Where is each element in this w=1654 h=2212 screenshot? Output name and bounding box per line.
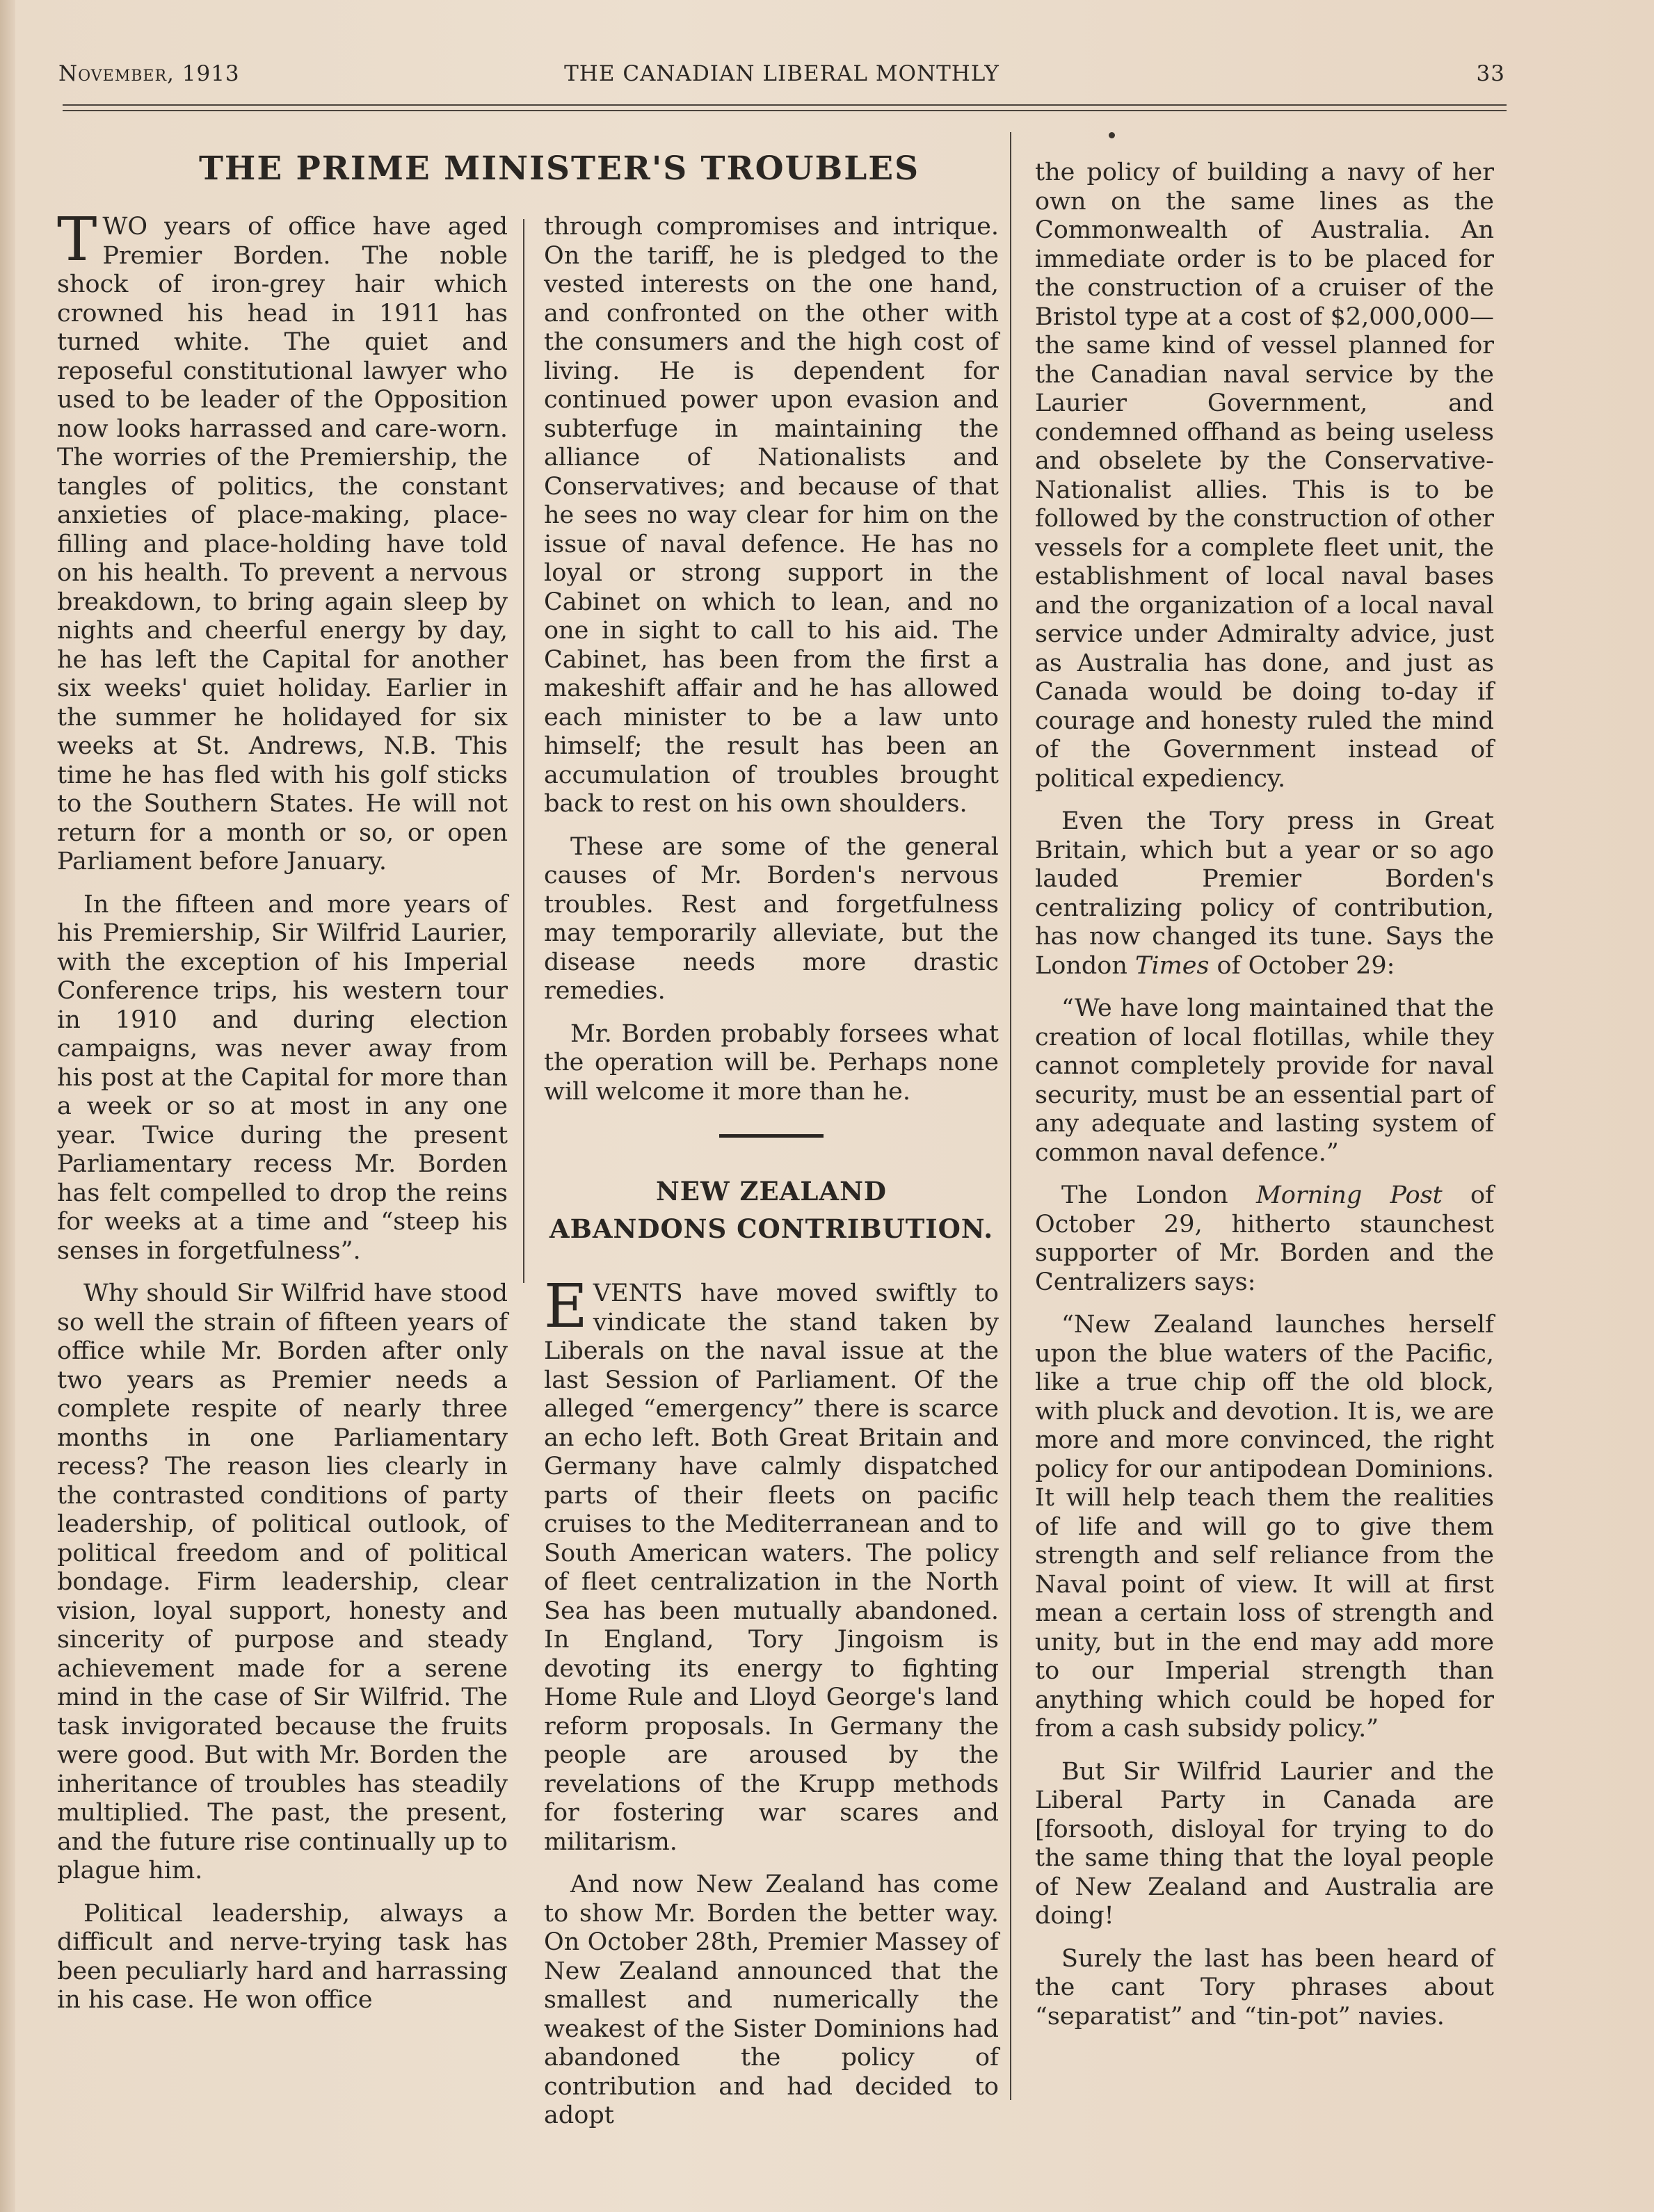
quotation: “We have long maintained that the creation of local flotillas, while they cannot completely provide for naval security, must be an essential part of any adequate and lasting system of common naval defence.” xyxy=(1035,994,1494,1167)
article-paragraph: through compromises and intrique. On the tariff, he is pledged to the vested interests on the one hand, and confronted on the other with the consumers and the high cost of living. He is dependent for continued power upon evasion and subterfuge in maintaining the alliance of Nationalists and Conservatives; and because of that he sees no way clear for him on the issue of naval defence. He has no loyal or strong support in the Cabinet on which to lean, and no one in sight to call to his aid. The Cabinet, has been from the first a makeshift affair and he has allowed each minister to be a law unto himself; the result has been an accumulation of troubles brought back to rest on his own shoulders. xyxy=(544,213,999,818)
article-paragraph: The London Morning Post of October 29, hitherto staunchest supporter of Mr. Borden and the Centralizers says: xyxy=(1035,1181,1494,1296)
article-paragraph: These are some of the general causes of Mr. Borden's nervous troubles. Rest and forgetfulness may temporarily alleviate, but the disease needs more drastic remedies. xyxy=(544,832,999,1005)
header-rule xyxy=(63,104,1507,106)
article-paragraph: TWO years of office have aged Premier Borden. The noble shock of iron-grey hair which crowned his head in 1911 has turned white. The quiet and reposeful constitutional lawyer who used to be leader of the Opposition now looks harrassed and care-worn. The worries of the Premiership, the tangles of politics, the constant anxieties of place-making, place-filling and place-holding have told on his health. To prevent a nervous breakdown, to bring again sleep by nights and cheerful energy by day, he has left the Capital for another six weeks' quiet holiday. Earlier in the summer he holidayed for six weeks at St. Andrews, N.B. This time he has fled with his golf sticks to the Southern States. He will not return for a month or so, or open Parliament before January. xyxy=(57,205,508,875)
issue-date: November, 1913 xyxy=(58,61,240,86)
article-paragraph: the policy of building a navy of her own on the same lines as the Commonwealth of Australia. An immediate order is to be placed for the construction of a cruiser of the Bristol type at a cost of $2,000,000—the same kind of vessel planned for the Canadian naval service by the Laurier Government, and condemned offhand as being useless and obselete by the Conservative-Nationalist allies. This is to be followed by the construction of other vessels for a complete fleet unit, the establishment of local naval bases and the organization of a local naval service under Admiralty advice, just as Australia has done, and just as Canada would be doing to-day if courage and honesty ruled the mind of the Government instead of political expediency. xyxy=(1035,159,1494,793)
running-head xyxy=(58,61,1505,96)
article-paragraph: Why should Sir Wilfrid have stood so well the strain of fifteen years of office while Mr. Borden after only two years as Premier needs a complete respite of nearly three months in one Parliamentary recess? The reason lies clearly in the contrasted conditions of party leadership, of political outlook, of political freedom and of political bondage. Firm leadership, clear vision, loyal support, honesty and sincerity of purpose and steady achievement made for a serene mind in the case of Sir Wilfrid. The task invigorated because the fruits were good. But with Mr. Borden the inheritance of troubles has steadily multiplied. The past, the present, and the future rise continually up to plague him. xyxy=(57,1279,508,1884)
article-title: THE PRIME MINISTER'S TROUBLES xyxy=(198,150,920,188)
article-paragraph: But Sir Wilfrid Laurier and the Liberal Party in Canada are [forsooth, disloyal for trying to do the same thing that the loyal people of New Zealand and Australia are doing! xyxy=(1035,1757,1494,1930)
binding-edge xyxy=(0,0,15,2212)
drop-cap: T xyxy=(57,205,97,275)
article-paragraph: Surely the last has been heard of the cant Tory phrases about “separatist” and “tin-pot” navies. xyxy=(1035,1944,1494,2031)
newspaper-name: Morning Post xyxy=(1255,1181,1443,1209)
header-rule-double xyxy=(63,110,1507,111)
article-paragraph: EVENTS have moved swiftly to vindicate the stand taken by Liberals on the naval issue at the last Session of Parliament. Of the alleged “emergency” there is scarce an echo left. Both Great Britain and Germany have calmly dispatched parts of their fleets on pacific cruises to the Mediterranean and to South American waters. The policy of fleet centralization in the North Sea has been mutually abandoned. In England, Tory Jingoism is devoting its energy to fighting Home Rule and Lloyd George's land reform proposals. In Germany the people are aroused by the revelations of the Krupp methods for fostering war scares and militarism. xyxy=(544,1272,999,1856)
column-divider-left xyxy=(523,219,524,1283)
article-paragraph: Mr. Borden probably forsees what the operation will be. Perhaps none will welcome it more than he. xyxy=(544,1019,999,1106)
article-paragraph: And now New Zealand has come to show Mr. Borden the better way. On October 28th, Premier Massey of New Zealand announced that the smallest and numerically the weakest of the Sister Dominions had abandoned the policy of contribution and had decided to adopt xyxy=(544,1871,999,2129)
article-paragraph: In the fifteen and more years of his Premiership, Sir Wilfrid Laurier, with the exception of his Imperial Conference trips, his western tour in 1910 and during election campaigns, was never away from his post at the Capital for more than a week or so at most in any one year. Twice during the present Parliamentary recess Mr. Borden has felt compelled to drop the reins for weeks at a time and “steep his senses in forgetfulness”. xyxy=(57,890,508,1265)
column-divider-right xyxy=(1010,132,1011,2100)
column-bullet xyxy=(1109,132,1115,138)
column-3 xyxy=(1035,159,1494,2045)
section-title: NEW ZEALAND ABANDONS CONTRIBUTION. xyxy=(549,1176,994,1244)
section-divider xyxy=(719,1134,824,1138)
column-1 xyxy=(57,205,508,2029)
newspaper-name: Times xyxy=(1135,951,1210,980)
article-paragraph: Even the Tory press in Great Britain, which but a year or so ago lauded Premier Borden's centralizing policy of contribution, has now changed its tune. Says the London Times of October 29: xyxy=(1035,807,1494,980)
column-2 xyxy=(544,213,999,2145)
article-paragraph: Political leadership, always a difficult and nerve-trying task has been peculiarly hard and harrassing in his case. He won office xyxy=(57,1899,508,2014)
drop-cap: E xyxy=(544,1272,588,1341)
publication-title: THE CANADIAN LIBERAL MONTHLY xyxy=(564,61,999,86)
page-number: 33 xyxy=(1476,61,1505,86)
quotation: “New Zealand launches herself upon the blue waters of the Pacific, like a true chip off the old block, with pluck and devotion. It is, we are more and more convinced, the right policy for our antipodean Dominions. It will help teach them the realities of life and will go to give them strength and self reliance from the Naval point of view. It will at first mean a certain loss of strength and unity, but in the end may add more to our Imperial strength than anything which could be hoped for from a cash subsidy policy.” xyxy=(1035,1311,1494,1743)
